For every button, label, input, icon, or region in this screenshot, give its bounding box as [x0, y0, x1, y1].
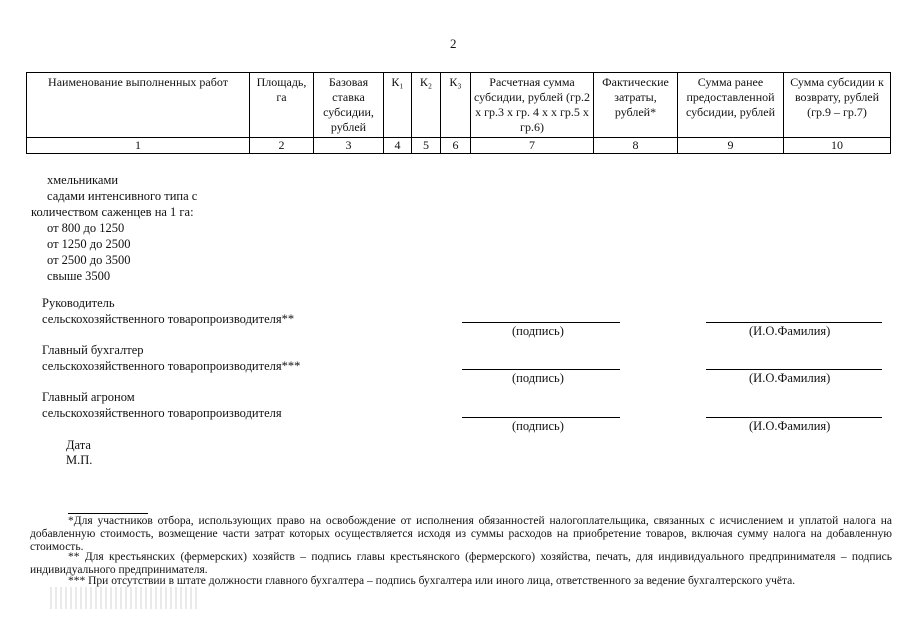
accountant-subtitle: сельскохозяйственного товаропроизводителя***	[42, 359, 301, 373]
footnote-3: *** При отсутствии в штате должности главного бухгалтера – подпись бухгалтера или иного лица, ответственного за ведение бухгалтерского учёта.	[68, 575, 796, 587]
work-item-seedlings: количеством саженцев на 1 га:	[31, 205, 194, 219]
work-item-orchards: садами интенсивного типа с	[47, 189, 198, 203]
range-item: от 2500 до 3500	[47, 253, 131, 267]
page-number: 2	[450, 36, 457, 51]
column-number: 9	[678, 138, 784, 154]
col-header-previous-subsidy: Сумма ранее предоставленной субсидии, рублей	[678, 73, 784, 138]
accountant-title: Главный бухгалтер	[42, 343, 144, 357]
column-number: 2	[250, 138, 314, 154]
head-title: Руководитель	[42, 296, 115, 310]
range-item: свыше 3500	[47, 269, 111, 283]
footnote-1: *Для участников отбора, использующих право на освобождение от исполнения обязанностей налогоплательщика, связанных с исчислением и уплатой налога на добавленную стоимость, возмещение части затрат которых осуществляется исходя из суммы расходов на приобретение товаров, включая сумму налога на добавленную стоимость.	[30, 515, 892, 553]
column-number: 4	[384, 138, 412, 154]
agronomist-subtitle: сельскохозяйственного товаропроизводителя	[42, 406, 282, 420]
col-header-refund-sum: Сумма субсидии к возврату, рублей (гр.9 – гр.7)	[784, 73, 891, 138]
agronomist-signature-line	[462, 417, 620, 418]
col-header-base-rate: Базовая ставка субсидии, рублей	[314, 73, 384, 138]
agronomist-title: Главный агроном	[42, 390, 135, 404]
agronomist-name-caption: (И.О.Фамилия)	[749, 419, 831, 433]
head-name-line	[706, 322, 882, 323]
stamp-label: М.П.	[66, 453, 93, 467]
column-number: 10	[784, 138, 891, 154]
column-number: 6	[441, 138, 471, 154]
footnote-2: ** Для крестьянских (фермерских) хозяйств – подпись главы крестьянского (фермерского) хозяйства, печать, для индивидуального предпринимателя – подпись индивидуального предпринимателя.	[30, 551, 892, 576]
col-header-actual-costs: Фактические затраты, рублей*	[594, 73, 678, 138]
col-header-k3: К₃	[441, 73, 471, 138]
col-header-work-name: Наименование выполненных работ	[27, 73, 250, 138]
col-header-k1: К₁	[384, 73, 412, 138]
accountant-name-caption: (И.О.Фамилия)	[749, 371, 831, 385]
agronomist-signature-caption: (подпись)	[512, 419, 564, 433]
col-header-calculated-sum: Расчетная сумма субсидии, рублей (гр.2 х гр.3 х гр. 4 х х гр.5 х гр.6)	[471, 73, 594, 138]
scan-noise	[50, 587, 198, 609]
footnote-separator	[68, 513, 148, 514]
accountant-signature-caption: (подпись)	[512, 371, 564, 385]
table-number-row	[27, 138, 891, 154]
subsidy-table	[26, 72, 891, 154]
table-header-row	[27, 73, 891, 138]
range-item: от 1250 до 2500	[47, 237, 131, 251]
column-number: 7	[471, 138, 594, 154]
head-subtitle: сельскохозяйственного товаропроизводителя**	[42, 312, 295, 326]
head-signature-caption: (подпись)	[512, 324, 564, 338]
date-label: Дата	[66, 438, 91, 452]
accountant-name-line	[706, 369, 882, 370]
col-header-k2: К₂	[412, 73, 441, 138]
col-header-area: Площадь, га	[250, 73, 314, 138]
head-name-caption: (И.О.Фамилия)	[749, 324, 831, 338]
column-number: 3	[314, 138, 384, 154]
head-signature-line	[462, 322, 620, 323]
work-item-hops: хмельниками	[47, 173, 119, 187]
accountant-signature-line	[462, 369, 620, 370]
column-number: 1	[27, 138, 250, 154]
range-item: от 800 до 1250	[47, 221, 125, 235]
agronomist-name-line	[706, 417, 882, 418]
column-number: 5	[412, 138, 441, 154]
column-number: 8	[594, 138, 678, 154]
